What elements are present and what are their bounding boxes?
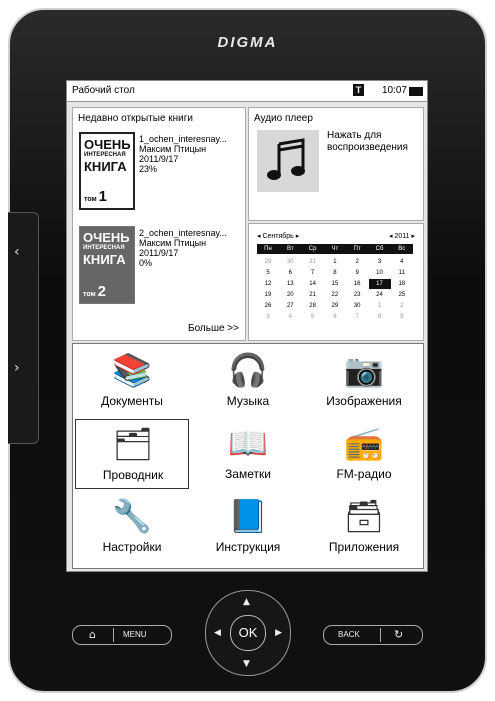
camera-icon: 📷	[344, 351, 384, 389]
battery-icon	[409, 87, 423, 96]
calendar-day[interactable]: 10	[376, 270, 383, 276]
calendar-day[interactable]: 22	[331, 292, 339, 298]
manual-icon: 📘	[228, 497, 268, 535]
app-explorer[interactable]	[75, 419, 189, 489]
calendar-day[interactable]: 3	[377, 259, 382, 265]
status-title: Рабочий стол	[72, 85, 135, 96]
calendar-weekday: Ср	[308, 246, 317, 252]
app-documents[interactable]	[75, 346, 189, 416]
calendar-day[interactable]: 18	[398, 281, 406, 287]
ok-button[interactable]: OK	[230, 615, 266, 651]
app-label: Заметки	[225, 467, 271, 481]
calendar-day[interactable]: 3	[266, 314, 270, 320]
app-settings[interactable]	[75, 492, 189, 562]
calendar-day[interactable]: 15	[331, 281, 339, 287]
notes-icon: 📖	[228, 424, 268, 462]
calendar-day[interactable]: 17	[369, 279, 391, 289]
calendar-day[interactable]: 20	[286, 292, 294, 298]
calendar-day[interactable]: 5	[266, 270, 270, 276]
calendar-year[interactable]: ◂ 2011 ▸	[389, 233, 415, 240]
headphones-icon: 🎧	[228, 351, 268, 389]
calendar-day[interactable]: 27	[286, 303, 294, 309]
calendar-day[interactable]: 29	[264, 259, 272, 265]
page-prev-button[interactable]: ‹	[14, 244, 20, 260]
calendar-day[interactable]: 26	[264, 303, 272, 309]
dpad-right-icon[interactable]: ▶	[275, 628, 282, 638]
calendar-day[interactable]: 1	[333, 259, 337, 265]
calendar-day[interactable]: 2	[355, 259, 359, 265]
calendar-weekday: Пт	[353, 246, 361, 252]
brand-logo: DIGMA	[217, 34, 278, 51]
app-notes[interactable]	[191, 419, 305, 489]
app-label: Инструкция	[215, 540, 281, 554]
books-icon: 📚	[112, 351, 152, 389]
calendar-day[interactable]: 4	[288, 314, 292, 320]
app-label: Музыка	[226, 394, 270, 408]
calendar-day[interactable]: 4	[400, 259, 404, 265]
explorer-icon: 🗂	[112, 425, 154, 463]
app-label: Изображения	[326, 394, 402, 408]
dpad-left-icon[interactable]: ◀	[214, 628, 221, 638]
app-label: Проводник	[102, 468, 164, 482]
tools-icon: 🔧	[112, 497, 152, 535]
audio-player-title: Аудио плеер	[254, 113, 313, 124]
calendar-day[interactable]: 8	[333, 270, 337, 276]
rotate-icon[interactable]: ↻	[394, 628, 404, 641]
calendar-weekday: Чт	[331, 246, 339, 252]
page-next-button[interactable]: ›	[14, 360, 20, 376]
app-fm-radio[interactable]	[307, 419, 421, 489]
calendar-day[interactable]: 13	[286, 281, 294, 287]
app-manual[interactable]	[191, 492, 305, 562]
calendar-day[interactable]: 7	[310, 270, 315, 276]
calendar-day[interactable]: 9	[400, 314, 404, 320]
calendar-day[interactable]: 23	[353, 292, 361, 298]
calendar-day[interactable]: 7	[355, 314, 359, 320]
more-books-link[interactable]: Больше >>	[188, 323, 239, 334]
book-cover-1[interactable]: ОЧЕНЬ ИНТЕРЕСНАЯ КНИГА том 1	[79, 132, 135, 210]
music-note-icon[interactable]	[257, 130, 319, 192]
calendar-day[interactable]: 19	[264, 292, 272, 298]
calendar-day[interactable]: 9	[355, 270, 359, 276]
app-images[interactable]	[307, 346, 421, 416]
screen	[66, 80, 428, 572]
calendar-day[interactable]: 1	[377, 303, 382, 309]
calendar-day[interactable]: 21	[309, 292, 316, 298]
apps-icon: 🗃	[343, 497, 385, 535]
calendar-day[interactable]: 30	[286, 259, 294, 265]
book-info-1[interactable]: 1_ochen_interesnay... Максим Птицын 2011/9/17 23%	[139, 134, 227, 174]
calendar-day[interactable]: 28	[309, 303, 316, 309]
back-rotate-button[interactable]	[323, 625, 423, 645]
calendar-day[interactable]: 16	[353, 281, 361, 287]
calendar-day[interactable]: 30	[353, 303, 361, 309]
app-applications[interactable]	[307, 492, 421, 562]
back-button[interactable]: BACK	[338, 630, 360, 639]
home-menu-button[interactable]	[72, 625, 172, 645]
calendar-day[interactable]: 14	[309, 281, 316, 287]
status-time: 10:07	[381, 85, 407, 96]
book-cover-2[interactable]: ОЧЕНЬ ИНТЕРЕСНАЯ КНИГА том 2	[79, 226, 135, 304]
calendar-day[interactable]: 11	[398, 270, 405, 276]
calendar-weekday: Вс	[398, 246, 406, 252]
calendar-day[interactable]: 31	[309, 259, 316, 265]
t-badge-icon: T	[353, 84, 364, 96]
calendar-weekday: Вт	[287, 246, 294, 252]
app-label: Настройки	[102, 540, 162, 554]
calendar-day[interactable]: 2	[400, 303, 404, 309]
calendar-day[interactable]: 6	[288, 270, 292, 276]
calendar-day[interactable]: 24	[376, 292, 383, 298]
radio-icon: 📻	[344, 424, 384, 462]
dpad-down-icon[interactable]: ▼	[243, 659, 250, 669]
app-label: FM-радио	[336, 467, 392, 481]
side-page-buttons	[8, 212, 39, 444]
app-music[interactable]	[191, 346, 305, 416]
calendar-panel	[248, 223, 424, 341]
home-icon[interactable]: ⌂	[89, 628, 96, 641]
calendar-day[interactable]: 12	[264, 281, 272, 287]
app-label: Документы	[101, 394, 163, 408]
status-bar	[67, 81, 427, 102]
recent-books-title: Недавно открытые книги	[78, 113, 194, 124]
menu-button[interactable]: MENU	[123, 630, 147, 639]
audio-player-panel[interactable]	[248, 107, 424, 221]
calendar-day[interactable]: 29	[331, 303, 339, 309]
calendar-day[interactable]: 25	[398, 292, 406, 298]
apps-grid	[72, 343, 424, 569]
dpad[interactable]	[205, 590, 291, 676]
calendar-day[interactable]: 6	[333, 314, 337, 320]
calendar-month[interactable]: ◂ Сентябрь ▸	[257, 233, 300, 240]
calendar-weekday: Пн	[264, 246, 272, 252]
app-label: Приложения	[328, 540, 400, 554]
book-info-2[interactable]: 2_ochen_interesnay... Максим Птицын 2011/9/17 0%	[139, 228, 227, 268]
play-hint: Нажать для воспроизведения	[327, 130, 408, 153]
calendar-day[interactable]: 5	[310, 314, 315, 320]
calendar-day[interactable]: 8	[377, 314, 382, 320]
dpad-up-icon[interactable]: ▲	[243, 597, 250, 607]
recent-books-panel	[72, 107, 246, 341]
calendar-weekday: Сб	[375, 246, 384, 252]
